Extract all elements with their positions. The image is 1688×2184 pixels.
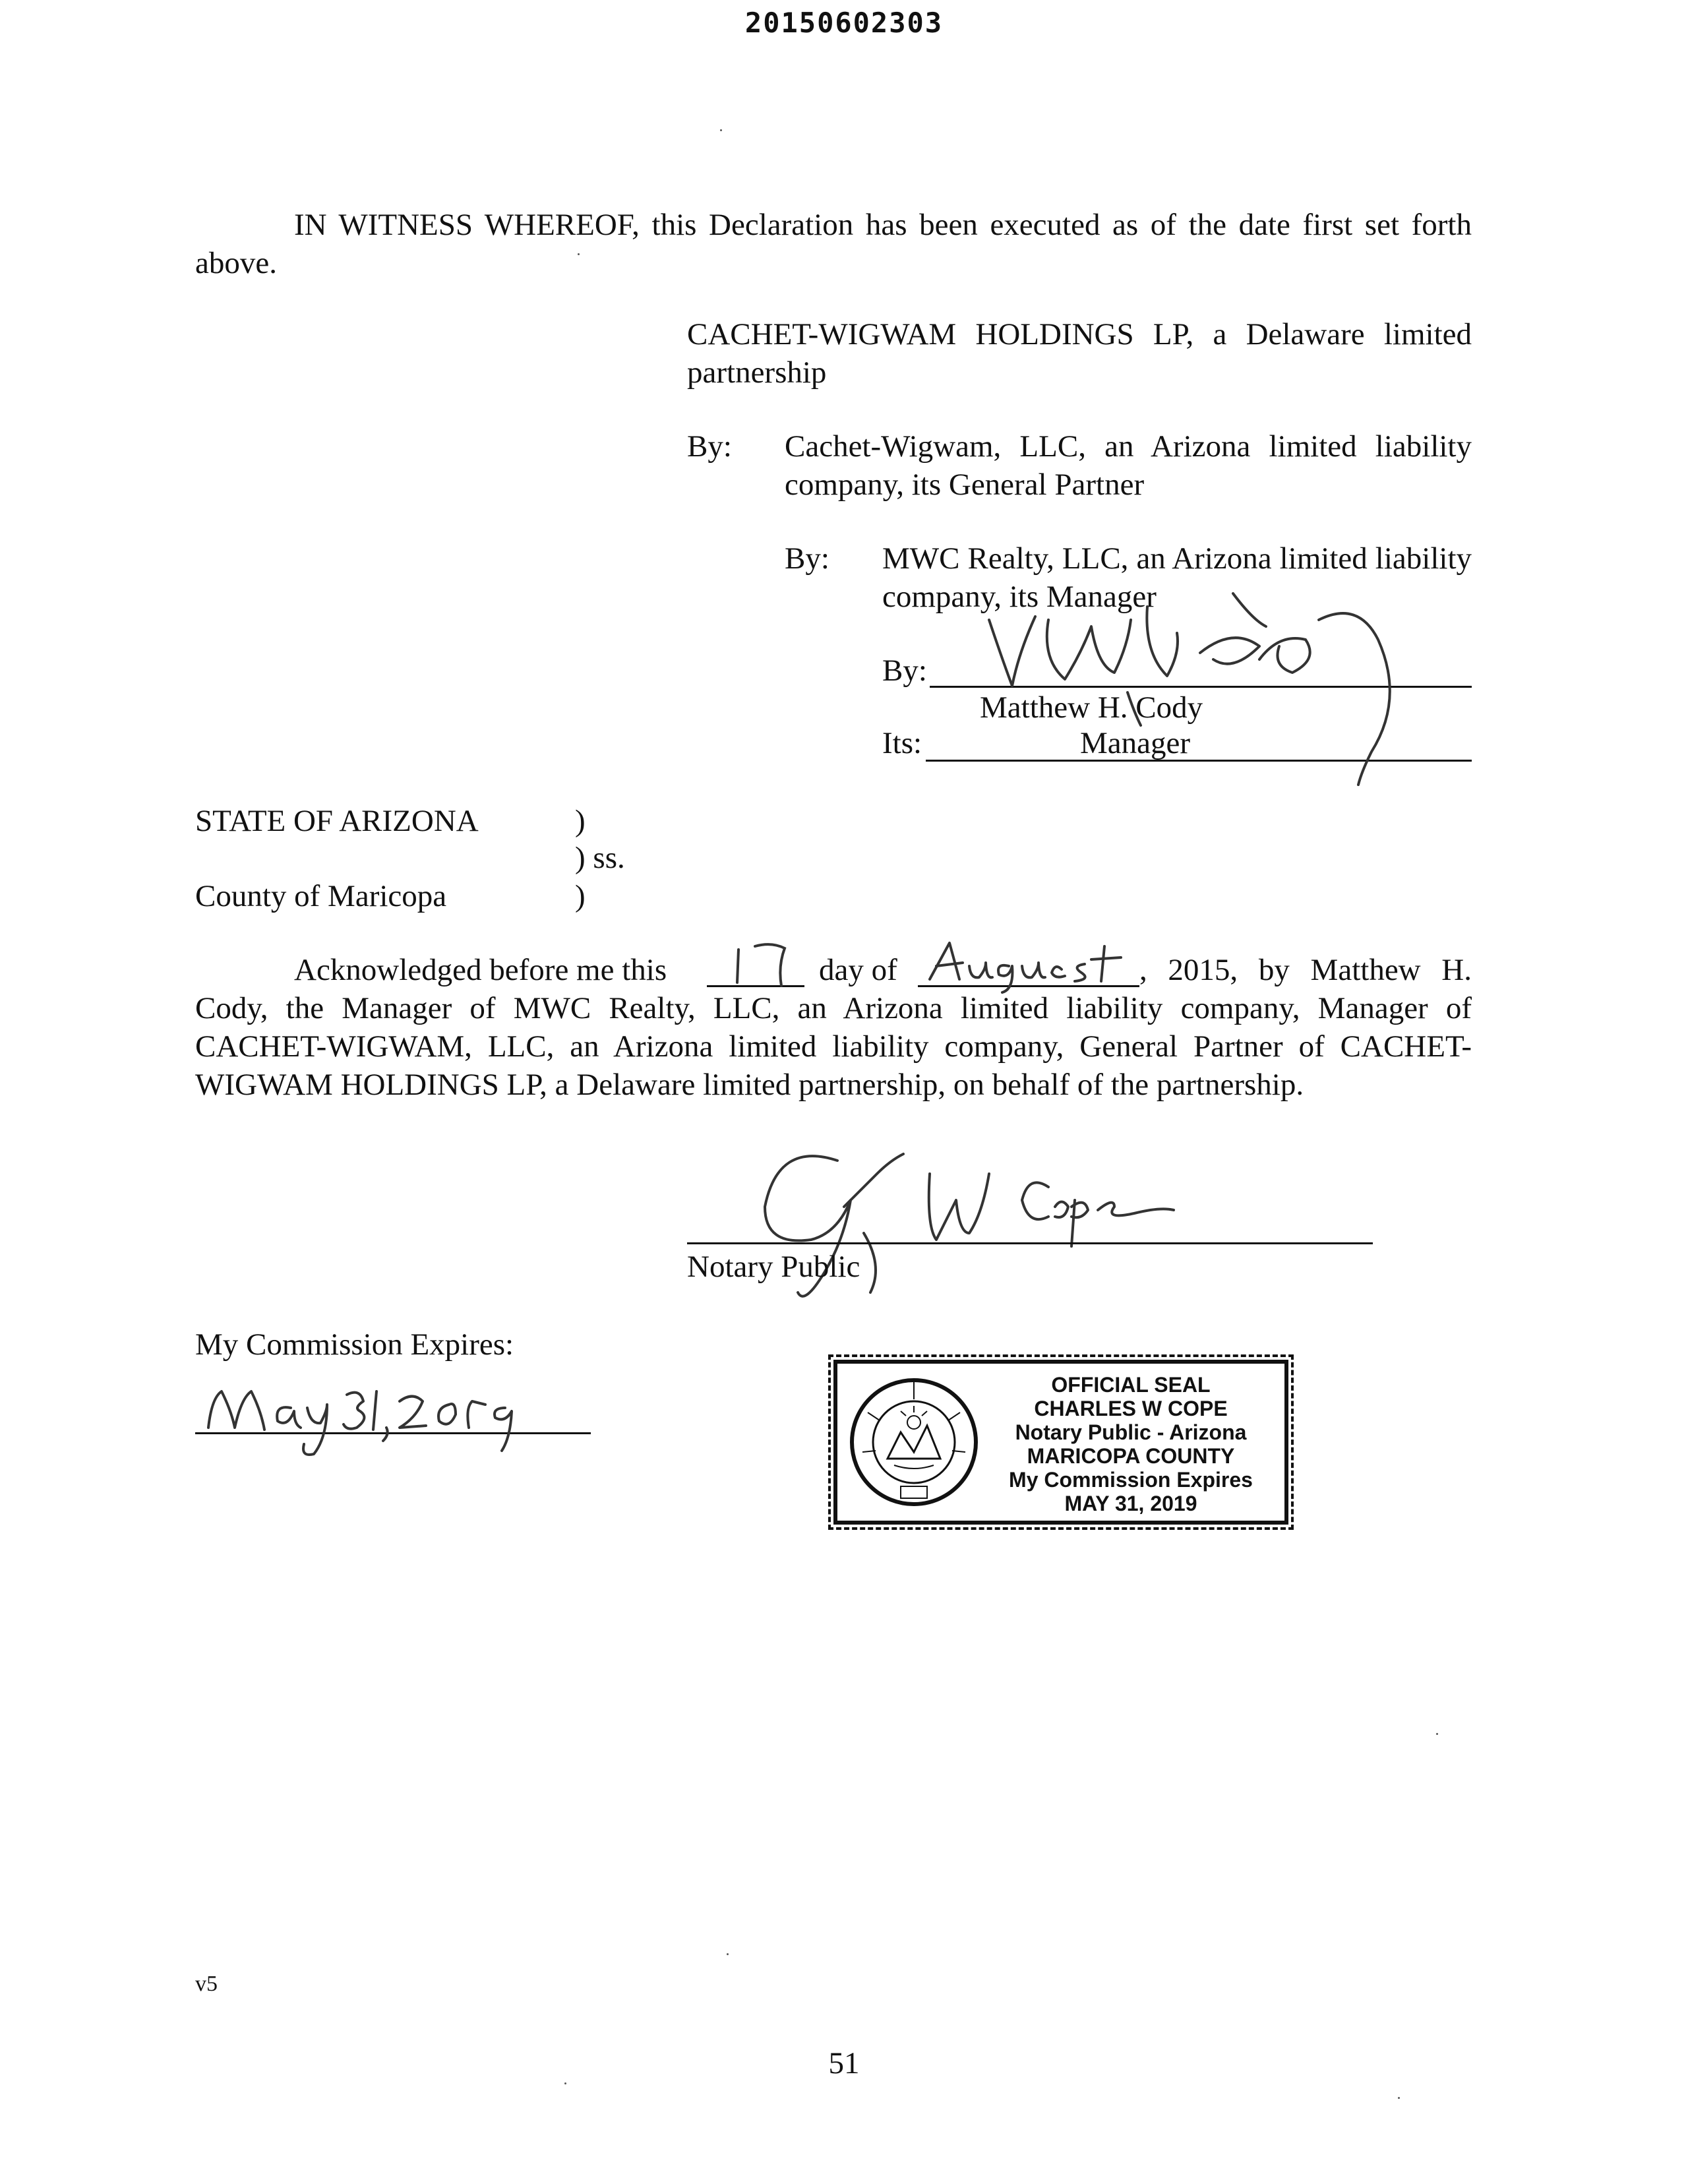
document-number: 20150602303: [744, 7, 944, 39]
acknowledgment-paragraph: , 2015, by Matthew H. Cody, the Manager of MWC Realty, LLC, an Arizona limited liability company, Manager of CACHET-WIGWAM, LLC, an Arizona limited liability company, General Partner of CACHET-WIGWAM HOLDINGS LP, a Delaware limited partnership, on behalf of the partnership.: [195, 953, 1472, 1102]
scan-speck: [1436, 1733, 1438, 1735]
signer-signature: [950, 580, 1411, 791]
seal-text-block: [982, 1373, 1279, 1515]
venue-state: STATE OF ARIZONA: [195, 804, 479, 838]
signer-title: Manager: [1080, 726, 1191, 760]
ack-lead: Acknowledged before me this: [294, 953, 667, 987]
commission-label: My Commission Expires:: [195, 1327, 514, 1362]
entity-name: CACHET-WIGWAM HOLDINGS LP, a Delaware limited partnership: [687, 317, 1472, 390]
seal-line-expires-date: MAY 31, 2019: [1064, 1492, 1197, 1515]
seal-line-county: MARICOPA COUNTY: [1027, 1444, 1235, 1468]
by-label-manager: By:: [785, 541, 829, 576]
commission-date-handwritten: [195, 1372, 538, 1457]
seal-line-notary: Notary Public - Arizona: [1015, 1420, 1247, 1444]
seal-line-official: OFFICIAL SEAL: [1051, 1373, 1211, 1397]
scan-speck: [578, 253, 580, 255]
signer-name: Matthew H. Cody: [980, 690, 1203, 725]
seal-line-name: CHARLES W COPE: [1034, 1397, 1228, 1420]
manager-text: MWC Realty, LLC, an Arizona limited liability company, its Manager: [882, 541, 1472, 614]
scan-speck: [564, 2082, 566, 2084]
ack-day-of: day of: [819, 953, 897, 987]
venue-paren-1: ): [575, 804, 586, 838]
seal-line-expires-label: My Commission Expires: [1009, 1468, 1253, 1492]
notary-label: Notary Public: [687, 1250, 860, 1284]
by-label-general-partner: By:: [687, 429, 732, 464]
scan-speck: [720, 129, 722, 131]
notary-signature-line: [687, 1242, 1373, 1244]
general-partner-text: Cachet-Wigwam, LLC, an Arizona limited liability company, its General Partner: [785, 429, 1472, 502]
venue-ss: ) ss.: [575, 841, 625, 875]
venue-paren-3: ): [575, 879, 586, 913]
state-seal-emblem: [848, 1373, 980, 1511]
page-number: 51: [828, 2046, 860, 2080]
by-label-signer: By:: [882, 653, 927, 688]
scan-speck: [1398, 2097, 1400, 2099]
venue-county: County of Maricopa: [195, 879, 447, 913]
witness-paragraph: IN WITNESS WHEREOF, this Declaration has been executed as of the date first set forth above.: [195, 208, 1472, 280]
version-marker: v5: [195, 1972, 218, 1996]
its-label: Its:: [882, 726, 922, 760]
official-seal-stamp: [833, 1360, 1288, 1525]
scan-speck: [727, 1953, 729, 1955]
